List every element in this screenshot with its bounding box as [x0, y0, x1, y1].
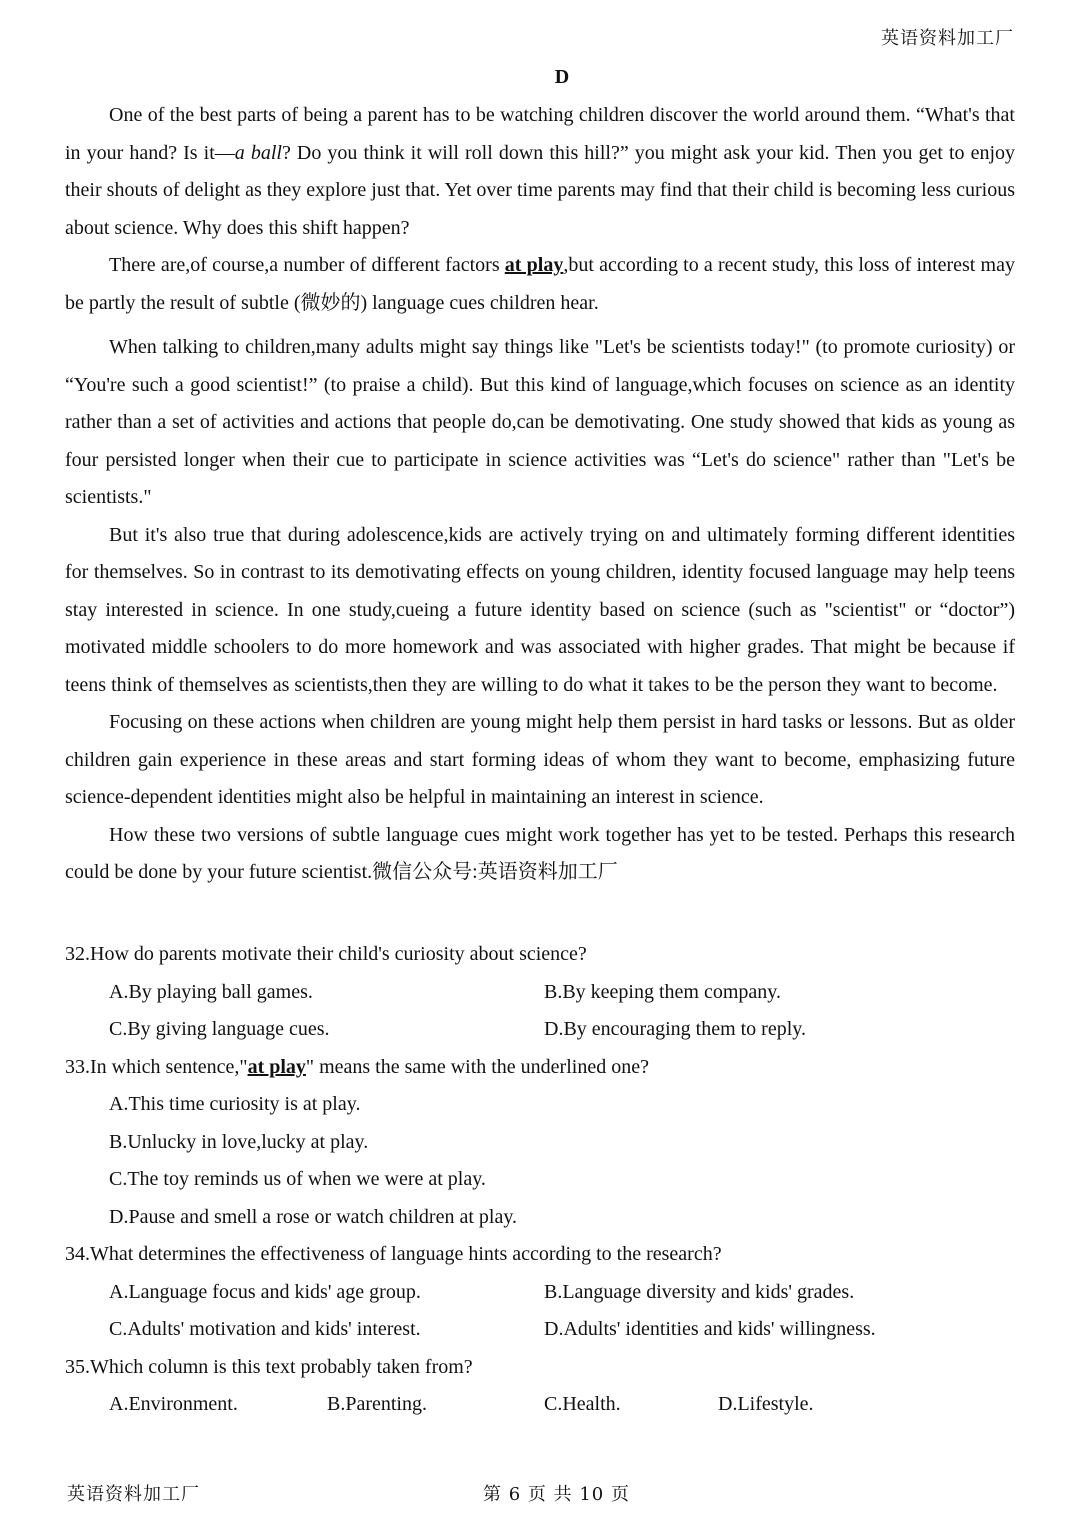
option-35-d: D.Lifestyle. [718, 1393, 814, 1415]
paragraph-5: Focusing on these actions when children are young might help them persist in hard tasks or lessons. But as older children gain experience in these areas and start forming ideas of whom they want to become, emphasizing future science-dependent identities might also be helpful in maintaining an interest in science. [65, 711, 1015, 808]
text: ? Do you think it will roll down this hill?” you might ask your kid. Then you get to enjoy their shouts of delight as they explore just that. Yet over time parents may find that their child is becoming less curious about science. Why does this shift happen? [65, 141, 1016, 239]
option-35-a: A.Environment. [109, 1393, 238, 1415]
section-title: D [554, 66, 570, 88]
italic-text: a ball [234, 141, 282, 164]
text: " means the same with the underlined one? [305, 1055, 649, 1078]
reading-passage [65, 97, 1015, 892]
option-35-c: C.Health. [544, 1393, 621, 1415]
option-33-d: D.Pause and smell a rose or watch children at play. [109, 1205, 518, 1228]
underlined-phrase: at play [247, 1055, 306, 1078]
page-number: 第 6 页 共 10 页 [483, 1484, 630, 1505]
paragraph-6: How these two versions of subtle language cues might work together has yet to be tested. Perhaps this research could be done by your future scientist.微信公众号:英语资料加工厂 [65, 823, 1015, 883]
paragraph-3: When talking to children,many adults might say things like "Let's be scientists today!" (to promote curiosity) or “You're such a good scientist!” (to praise a child). But this kind of language,which focuses on science as an identity rather than a set of activities and actions that people do,can be demotivating. One study showed that kids as young as four persisted longer when their cue to participate in science activities was “Let's do science" rather than "Let's be scientists." [65, 336, 1015, 508]
option-34-c: C.Adults' motivation and kids' interest. [109, 1318, 421, 1340]
paragraph-2 [65, 247, 1015, 322]
header-brand: 英语资料加工厂 [881, 28, 1014, 49]
text: One of the best parts of being a parent has to be watching children discover the world around them. “What's that in your hand? Is it— [65, 104, 1015, 164]
option-32-a: A.By playing ball games. [109, 980, 313, 1003]
option-34-a: A.Language focus and kids' age group. [109, 1280, 421, 1303]
option-34-b: B.Language diversity and kids' grades. [544, 1280, 855, 1303]
option-32-c: C.By giving language cues. [109, 1018, 330, 1040]
questions [65, 936, 1015, 1424]
question-34-stem: 34.What determines the effectiveness of language hints according to the research? [65, 1243, 722, 1265]
option-32-d: D.By encouraging them to reply. [544, 1018, 806, 1040]
paragraph-4: But it's also true that during adolescence,kids are actively trying on and ultimately forming different identities for themselves. So in contrast to its demotivating effects on young children, identity focused language may help teens stay interested in science. In one study,cueing a future identity based on science (such as "scientist" or “doctor”) motivated middle schoolers to do more homework and was associated with higher grades. That might be because if teens think of themselves as scientists,then they are willing to do what it takes to be the person they want to become. [65, 523, 1015, 696]
text: ,but according to a recent study, this loss of interest may be partly the result of subtle (微妙的) language cues children hear. [65, 254, 1015, 314]
option-32-b: B.By keeping them company. [544, 980, 781, 1003]
text: 33.In which sentence," [65, 1055, 248, 1078]
option-33-c: C.The toy reminds us of when we were at play. [109, 1168, 486, 1190]
option-33-b: B.Unlucky in love,lucky at play. [109, 1130, 369, 1153]
option-34-d: D.Adults' identities and kids' willingness. [544, 1318, 876, 1340]
option-33-a: A.This time curiosity is at play. [109, 1093, 361, 1115]
underlined-phrase: at play [504, 254, 564, 276]
question-33-stem [65, 1049, 1015, 1087]
question-35-stem: 35.Which column is this text probably taken from? [65, 1355, 473, 1378]
paragraph-1 [65, 97, 1015, 247]
text: There are,of course,a number of different factors [109, 254, 505, 276]
question-32-stem: 32.How do parents motivate their child's curiosity about science? [65, 943, 587, 965]
footer-brand: 英语资料加工厂 [67, 1484, 200, 1505]
option-35-b: B.Parenting. [327, 1393, 427, 1415]
